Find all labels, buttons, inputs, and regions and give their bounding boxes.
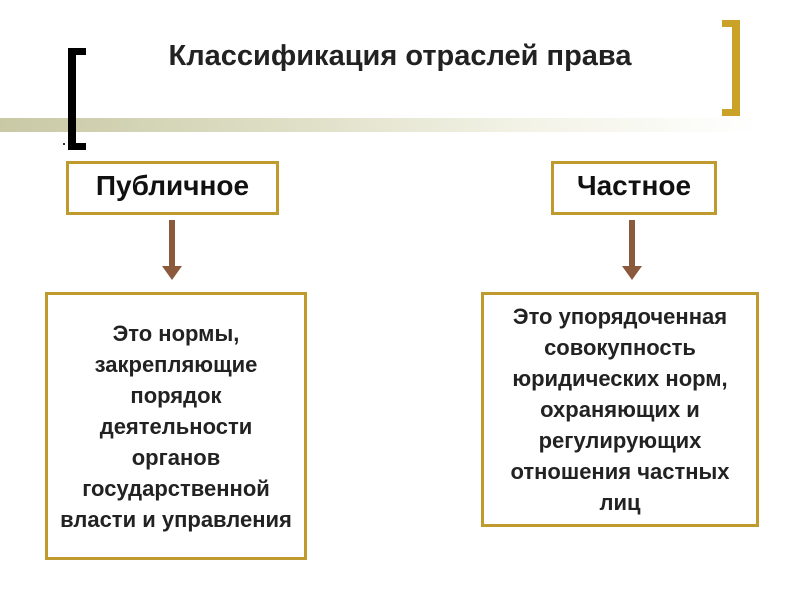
public-law-description: Это нормы, закрепляющие порядок деятельности органов государственной власти и управления	[60, 320, 292, 532]
title-underline-band	[0, 118, 800, 132]
private-law-description-box	[481, 292, 759, 527]
public-law-heading: Публичное	[66, 161, 279, 215]
private-law-heading: Частное	[551, 161, 717, 215]
dot-decoration	[63, 143, 65, 145]
private-law-description: Это упорядоченная совокупность юридических норм, охраняющих и регулирующих отношения частных лиц	[510, 304, 730, 515]
down-arrow-icon	[162, 220, 182, 280]
right-bracket-decoration	[722, 20, 740, 116]
slide-title: Классификация отраслей права	[168, 40, 632, 72]
down-arrow-icon	[622, 220, 642, 280]
public-law-description-box	[45, 292, 307, 560]
